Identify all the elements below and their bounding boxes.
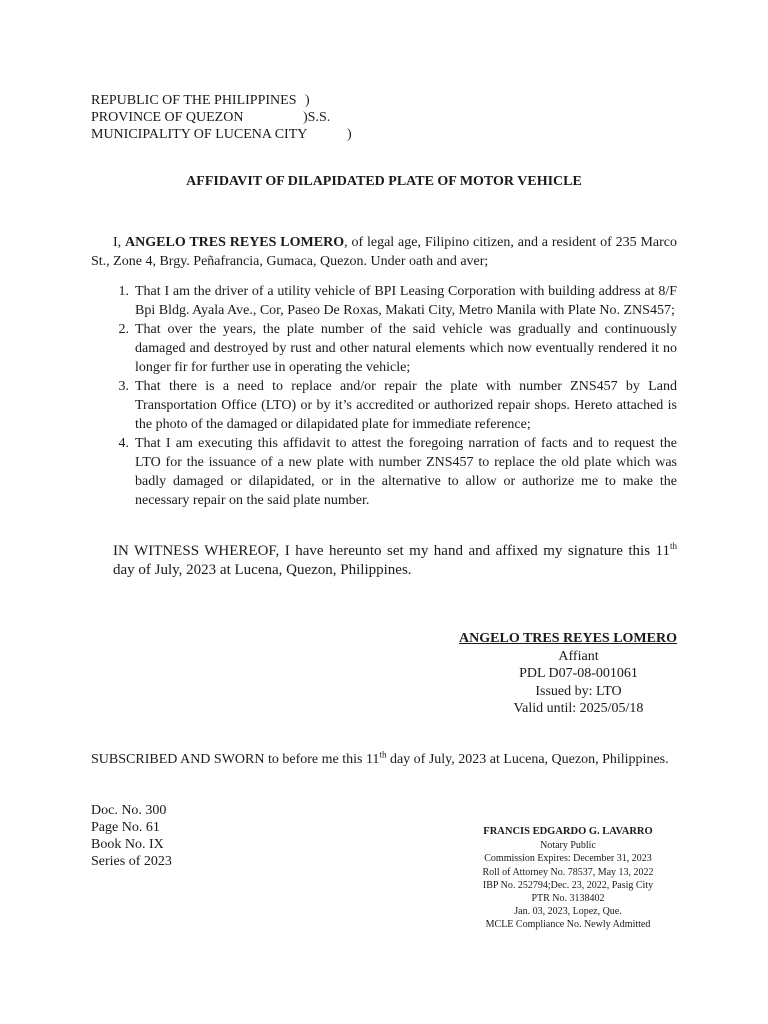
notary-line: MCLE Compliance No. Newly Admitted [485, 919, 651, 931]
witness-text-end: day of July, 2023 at Lucena, Quezon, Philippines. [113, 562, 412, 578]
venue-block [91, 92, 352, 143]
affiant-name: ANGELO TRES REYES LOMERO [459, 631, 677, 646]
clause-item [91, 282, 677, 320]
clause-text: That I am executing this affidavit to attest the foregoing narration of facts and to request the LTO for the issuance of a new plate with number ZNS457 to replace the old plate which was badly damaged or dilapidated, or in the alternative to allow or authorize me to make the necessary repair on the said plate number. [135, 436, 677, 508]
notary-line: Commission Expires: December 31, 2023 [484, 853, 652, 865]
notary-line: Roll of Attorney No. 78537, May 13, 2022 [482, 866, 654, 878]
clause-item [91, 377, 677, 434]
doc-number: Doc. No. 300 [91, 803, 167, 818]
venue-line-right: ) [305, 93, 310, 108]
clause-number: 1. [118, 284, 129, 299]
witness-paragraph [113, 542, 677, 580]
series-year: Series of 2023 [91, 854, 172, 869]
notary-line: PTR No. 3138402 [531, 893, 605, 905]
notarial-register-block [91, 802, 172, 870]
clause-number: 3. [118, 379, 129, 394]
notary-block [458, 825, 678, 932]
affiant-name-inline: ANGELO TRES REYES LOMERO [125, 235, 345, 250]
jurat-paragraph [91, 750, 677, 769]
clause-item [91, 434, 677, 510]
venue-line-right: ) [347, 127, 352, 142]
notary-name: FRANCIS EDGARDO G. LAVARRO [483, 826, 653, 837]
affiant-role: Affiant [558, 648, 599, 664]
venue-line-left: PROVINCE OF QUEZON [91, 110, 244, 125]
affiant-issued-by: Issued by: LTO [535, 683, 622, 699]
clause-text: That I am the driver of a utility vehicle of BPI Leasing Corporation with building address at 8/F Bpi Bldg. Ayala Ave., Cor, Paseo De Roxas, Makati City, Metro Manila with Plate No. ZNS457; [135, 284, 677, 318]
intro-rest: , of legal age, Filipino citizen, and a resident of 235 Marco St., Zone 4, Brgy. Peñafrancia, Gumaca, Quezon. Under oath and aver; [91, 235, 677, 269]
intro-prefix: I, [113, 235, 126, 250]
affiant-signature-block [440, 630, 677, 718]
affiant-id: PDL D07-08-001061 [519, 666, 638, 681]
clause-number: 2. [118, 322, 129, 337]
venue-line-left: MUNICIPALITY OF LUCENA CITY [91, 127, 308, 142]
venue-line-right: )S.S. [303, 110, 331, 125]
clause-number: 4. [118, 436, 129, 451]
intro-paragraph [91, 233, 677, 271]
clause-list [91, 282, 677, 510]
book-number: Book No. IX [91, 837, 164, 852]
venue-line [91, 92, 352, 109]
clause-text: That over the years, the plate number of the said vehicle was gradually and continuously damaged and destroyed by rust and other natural elements which now eventually rendered it no longer fir for further use in operating the vehicle; [135, 322, 677, 375]
witness-ordinal: th [669, 541, 677, 551]
venue-line [91, 126, 352, 143]
venue-line-left: REPUBLIC OF THE PHILIPPINES [91, 93, 297, 108]
affiant-valid-until: Valid until: 2025/05/18 [513, 701, 644, 716]
notary-line: IBP No. 252794;Dec. 23, 2022, Pasig City [482, 879, 654, 891]
notary-line: Notary Public [540, 840, 596, 852]
document-title: AFFIDAVIT OF DILAPIDATED PLATE OF MOTOR VEHICLE [186, 174, 582, 189]
jurat-text-end: day of July, 2023 at Lucena, Quezon, Philippines. [386, 752, 669, 767]
witness-text: IN WITNESS WHEREOF, I have hereunto set my hand and affixed my signature this 11 [113, 543, 670, 559]
clause-item [91, 320, 677, 377]
jurat-ordinal: th [379, 749, 387, 760]
jurat-text: SUBSCRIBED AND SWORN to before me this 11 [91, 752, 380, 767]
notary-line: Jan. 03, 2023, Lopez, Que. [514, 906, 622, 918]
clause-text: That there is a need to replace and/or repair the plate with number ZNS457 by Land Transportation Office (LTO) or by it’s accredited or authorized repair shops. Hereto attached is the photo of the damaged or dilapidated plate for immediate reference; [135, 379, 677, 432]
page-number: Page No. 61 [91, 820, 160, 835]
venue-line [91, 109, 352, 126]
